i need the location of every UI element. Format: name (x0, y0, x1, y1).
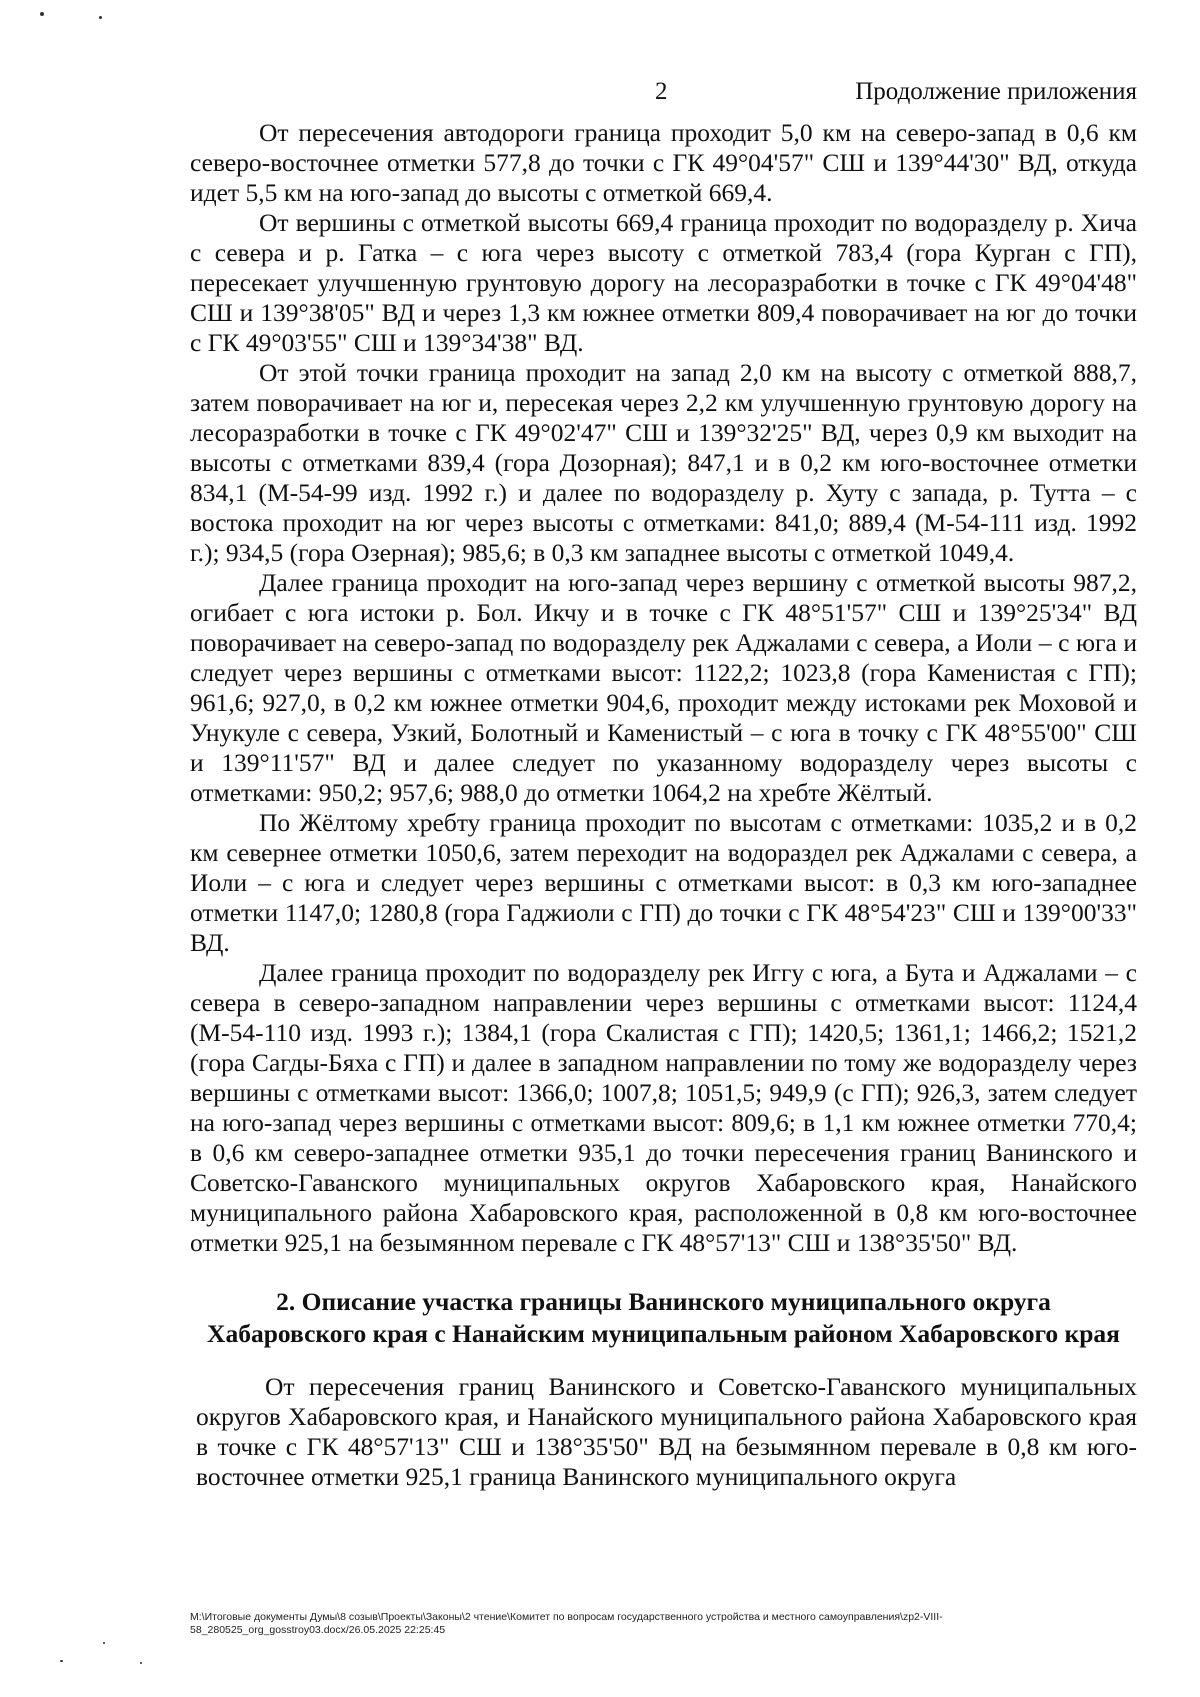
section-heading (190, 1286, 1137, 1350)
paragraph: От вершины с отметкой высоты 669,4 граница проходит по водоразделу р. Хича с севера и р. Гатка – с юга через высоту с отметкой 783,4 (гора Курган с ГП), пересекает улучшенную грунтовую дорогу на лесоразработки в точке с ГК 49°04'48" СШ и 139°38'05" ВД и через 1,3 км южнее отметки 809,4 поворачивает на юг до точки с ГК 49°03'55" СШ и 139°34'38" ВД. (190, 208, 1137, 357)
scan-speck (99, 16, 102, 19)
section-heading-line: 2. Описание участка границы Ванинского муниципального округа (276, 1287, 1051, 1316)
scan-speck (40, 12, 44, 16)
continuation-label: Продолжение приложения (855, 78, 1137, 105)
scan-speck (140, 1662, 142, 1664)
section-paragraph: От пересечения границ Ванинского и Советско-Гаванского муниципальных округов Хабаровского края, и Нанайского муниципального района Хабаровского края в точке с ГК 48°57'13" СШ и 138°35'50" ВД на безымянном перевале в 0,8 км юго-восточнее отметки 925,1 граница Ванинского муниципального округа (196, 1372, 1137, 1491)
file-path-footer: М:\Итоговые документы Думы\8 созыв\Проекты\Законы\2 чтение\Комитет по вопросам государственного устройства и местного самоуправления\zp2-VIII-58_280525_org_gosstroy03.docx/26.05.2025 22:25:45 (190, 1611, 943, 1636)
paragraph: От пересечения автодороги граница проходит 5,0 км на северо-запад в 0,6 км северо-восточнее отметки 577,8 до точки с ГК 49°04'57" СШ и 139°44'30" ВД, откуда идет 5,5 км на юго-запад до высоты с отметкой 669,4. (190, 118, 1137, 207)
scan-speck (60, 1660, 63, 1662)
section-heading-line: Хабаровского края с Нанайским муниципальным районом Хабаровского края (207, 1319, 1120, 1348)
scan-speck (103, 1642, 105, 1644)
paragraph: Далее граница проходит на юго-запад через вершину с отметкой высоты 987,2, огибает с юга истоки р. Бол. Икчу и в точке с ГК 48°51'57" СШ и 139°25'34" ВД поворачивает на северо-запад по водоразделу рек Аджалами с севера, а Иоли – с юга и следует через вершины с отметками высот: 1122,2; 1023,8 (гора Каменистая с ГП); 961,6; 927,0, в 0,2 км южнее отметки 904,6, проходит между истоками рек Моховой и Унукуле с севера, Узкий, Болотный и Каменистый – с юга в точку с ГК 48°55'00" СШ и 139°11'57" ВД и далее следует по указанному водоразделу через высоты с отметками: 950,2; 957,6; 988,0 до отметки 1064,2 на хребте Жёлтый. (190, 568, 1137, 807)
paragraph: От этой точки граница проходит на запад 2,0 км на высоту с отметкой 888,7, затем поворачивает на юг и, пересекая через 2,2 км улучшенную грунтовую дорогу на лесоразработки в точке с ГК 49°02'47" СШ и 139°32'25" ВД, через 0,9 км выходит на высоты с отметками 839,4 (гора Дозорная); 847,1 и в 0,2 км юго-восточнее отметки 834,1 (М-54-99 изд. 1992 г.) и далее по водоразделу р. Хуту с запада, р. Тутта – с востока проходит на юг через высоты с отметками: 841,0; 889,4 (М-54-111 изд. 1992 г.); 934,5 (гора Озерная); 985,6; в 0,3 км западнее высоты с отметкой 1049,4. (190, 358, 1137, 567)
paragraph: Далее граница проходит по водоразделу рек Иггу с юга, а Бута и Аджалами – с севера в северо-западном направлении через вершины с отметками высот: 1124,4 (М-54-110 изд. 1993 г.); 1384,1 (гора Скалистая с ГП); 1420,5; 1361,1; 1466,2; 1521,2 (гора Сагды-Бяха с ГП) и далее в западном направлении по тому же водоразделу через вершины с отметками высот: 1366,0; 1007,8; 1051,5; 949,9 (с ГП); 926,3, затем следует на юго-запад через вершины с отметками высот: 809,6; в 1,1 км южнее отметки 770,4; в 0,6 км северо-западнее отметки 935,1 до точки пересечения границ Ванинского и Советско-Гаванского муниципальных округов Хабаровского края, Нанайского муниципального района Хабаровского края, расположенной в 0,8 км юго-восточнее отметки 925,1 на безымянном перевале с ГК 48°57'13" СШ и 138°35'50" ВД. (190, 958, 1137, 1257)
paragraph: По Жёлтому хребту граница проходит по высотам с отметками: 1035,2 и в 0,2 км севернее отметки 1050,6, затем переходит на водораздел рек Аджалами с севера, а Иоли – с юга и следует через вершины с отметками высот: в 0,3 км юго-западнее отметки 1147,0; 1280,8 (гора Гаджиоли с ГП) до точки с ГК 48°54'23" СШ и 139°00'33" ВД. (190, 808, 1137, 957)
page-number: 2 (655, 78, 668, 105)
document-body (190, 118, 1137, 1492)
